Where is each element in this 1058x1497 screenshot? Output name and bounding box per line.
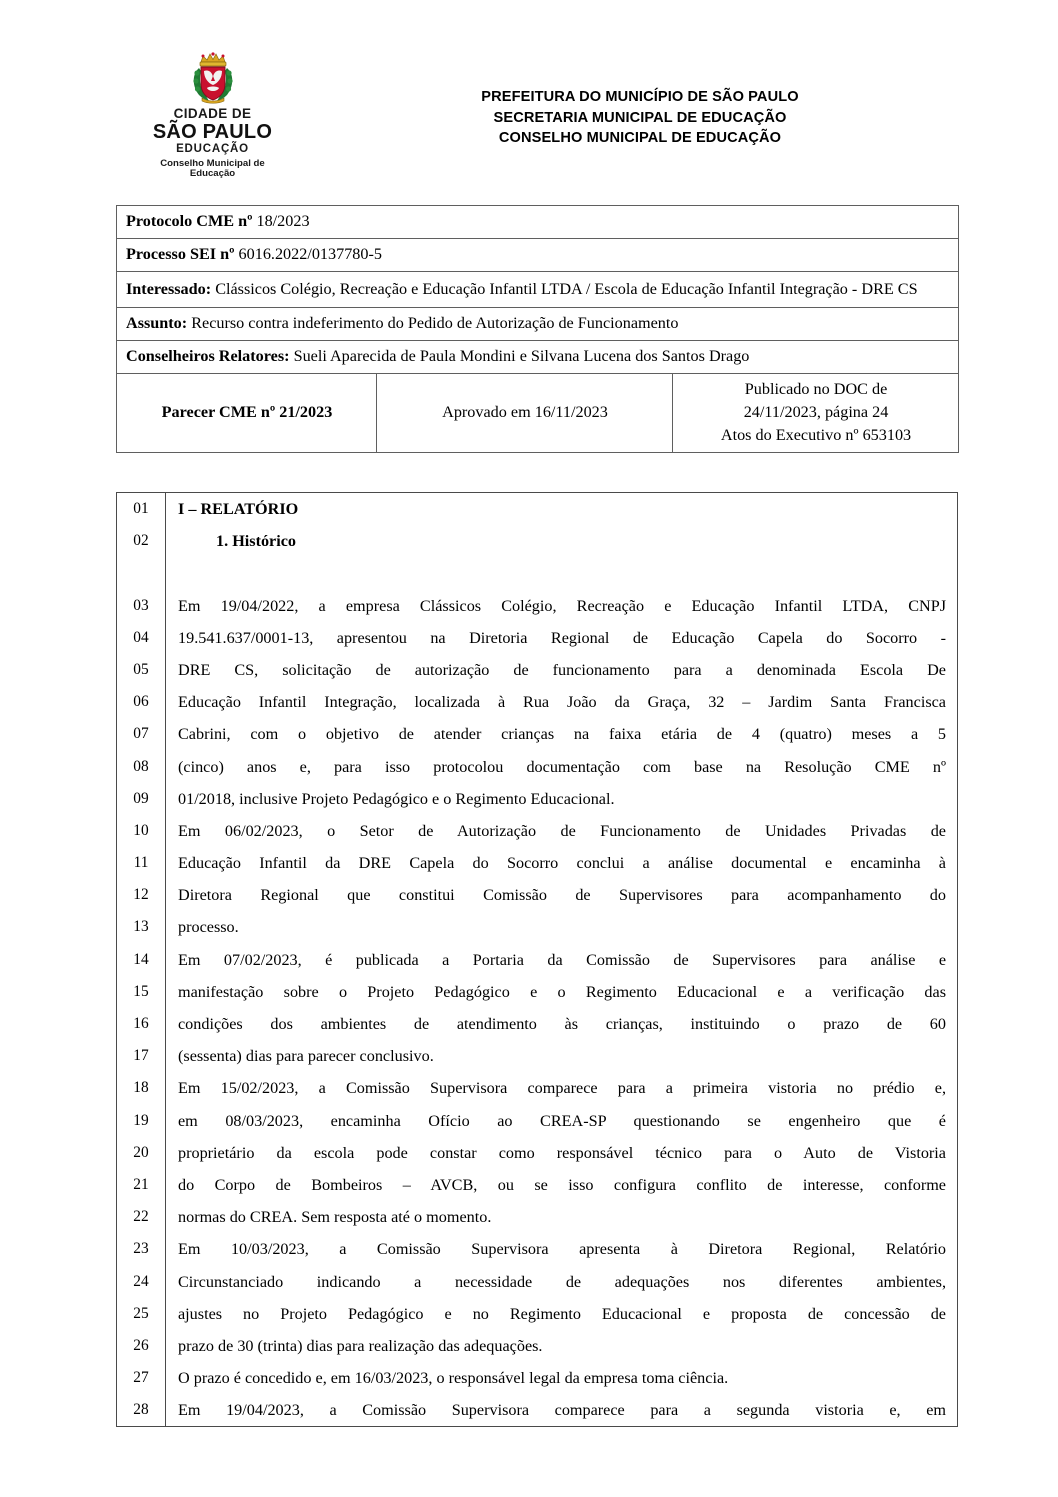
header-title-line-3: CONSELHO MUNICIPAL DE EDUCAÇÃO <box>498 130 782 147</box>
line-number: 21 <box>133 1175 149 1193</box>
line-number: 13 <box>133 918 149 936</box>
body-line: prazo de 30 (trinta) dias para realização das adequações. <box>178 1336 543 1355</box>
line-number: 01 <box>133 500 149 517</box>
body-line: O prazo é concedido e, em 16/03/2023, o responsável legal da empresa toma ciência. <box>178 1369 729 1388</box>
line-number: 03 <box>133 596 149 614</box>
logo-line-educacao: EDUCAÇÃO <box>176 142 249 155</box>
line-number: 18 <box>133 1079 149 1097</box>
line-number: 15 <box>133 982 149 1000</box>
line-number: 17 <box>133 1047 149 1065</box>
cell-processo <box>117 239 959 272</box>
value-relatores: Sueli Aparecida de Paula Mondini e Silvana Lucena dos Santos Drago <box>293 347 750 365</box>
value-assunto: Recurso contra indeferimento do Pedido de Autorização de Funcionamento <box>191 314 679 332</box>
body-line: do Corpo de Bombeiros – AVCB, ou se isso configura conflito de interesse, conforme <box>178 1175 946 1194</box>
doc-line-2: 24/11/2023, página 24 <box>743 403 889 421</box>
line-number: 09 <box>133 789 149 807</box>
line-number-gutter <box>116 492 166 1427</box>
header-title-line-2: SECRETARIA MUNICIPAL DE EDUCAÇÃO <box>493 109 787 126</box>
line-number: 28 <box>133 1401 149 1419</box>
line-number: 25 <box>133 1304 149 1322</box>
line-number: 10 <box>133 821 149 839</box>
table-row-protocolo <box>117 206 959 239</box>
brasao-sao-paulo-icon <box>190 52 236 104</box>
table-row-processo <box>117 239 959 272</box>
cell-publicado-doc <box>673 374 959 453</box>
line-number: 19 <box>133 1111 149 1129</box>
body-line: manifestação sobre o Projeto Pedagógico e o Regimento Educacional e a verificação das <box>178 982 946 1001</box>
line-number: 07 <box>133 725 149 743</box>
line-number: 05 <box>133 660 149 678</box>
line-number: 23 <box>133 1240 149 1258</box>
body-line: Em 06/02/2023, o Setor de Autorização de Funcionamento de Unidades Privadas de <box>178 821 946 840</box>
table-row-interessado <box>117 272 959 308</box>
sme-logo <box>139 52 286 178</box>
body-line: condições dos ambientes de atendimento às crianças, instituindo o prazo de 60 <box>178 1015 946 1033</box>
body-line: Em 15/02/2023, a Comissão Supervisora comparece para a primeira vistoria no prédio e, <box>178 1079 946 1098</box>
metadata-table <box>116 205 959 453</box>
table-row-relatores <box>117 341 959 374</box>
value-processo: 6016.2022/0137780-5 <box>238 245 382 263</box>
value-interessado: Clássicos Colégio, Recreação e Educação Infantil LTDA / Escola de Educação Infantil Integração - DRE CS <box>215 280 918 298</box>
header-titles <box>300 87 980 149</box>
body-line: ajustes no Projeto Pedagógico e no Regimento Educacional e proposta de concessão de <box>178 1304 946 1323</box>
line-number: 04 <box>133 628 149 646</box>
label-processo: Processo SEI nº <box>126 245 235 263</box>
body-line: Cabrini, com o objetivo de atender crianças na faixa etária de 4 (quatro) meses a 5 <box>178 725 946 744</box>
line-number: 02 <box>133 532 149 550</box>
line-number: 26 <box>133 1336 149 1354</box>
line-number: 27 <box>133 1369 149 1387</box>
label-assunto: Assunto: <box>126 314 188 332</box>
body-line: (cinco) anos e, para isso protocolou documentação com base na Resolução CME nº <box>178 757 946 776</box>
body-line: DRE CS, solicitação de autorização de funcionamento para a denominada Escola De <box>178 660 946 679</box>
cell-aprovado-em: Aprovado em 16/11/2023 <box>377 374 673 453</box>
body-line <box>178 557 946 589</box>
cell-interessado <box>117 272 959 308</box>
line-number: 14 <box>133 950 149 968</box>
body-line: Em 10/03/2023, a Comissão Supervisora apresenta à Diretora Regional, Relatório <box>178 1240 946 1259</box>
body-line: Diretora Regional que constitui Comissão de Supervisores para acompanhamento do <box>178 886 946 905</box>
cell-relatores <box>117 341 959 374</box>
logo-line-cidade: CIDADE DE <box>173 106 252 121</box>
logo-line-saopaulo: SÃO PAULO <box>152 120 273 143</box>
body-line: I – RELATÓRIO <box>178 500 299 518</box>
cell-assunto <box>117 308 959 341</box>
line-number: 12 <box>133 886 149 904</box>
body-line: Em 19/04/2022, a empresa Clássicos Colégio, Recreação e Educação Infantil LTDA, CNPJ <box>178 596 946 615</box>
body-line: normas do CREA. Sem resposta até o momento. <box>178 1208 492 1227</box>
label-protocolo: Protocolo CME nº <box>126 212 253 230</box>
value-protocolo: 18/2023 <box>256 212 310 230</box>
numbered-body <box>116 492 958 1427</box>
cell-protocolo <box>117 206 959 239</box>
label-relatores: Conselheiros Relatores: <box>126 347 290 365</box>
body-line: 1. Histórico <box>216 532 297 551</box>
document-header <box>0 52 1058 179</box>
body-line: Em 19/04/2023, a Comissão Supervisora comparece para a segunda vistoria e, em <box>178 1401 946 1420</box>
line-number: 06 <box>133 693 149 711</box>
body-line: 01/2018, inclusive Projeto Pedagógico e o Regimento Educacional. <box>178 789 615 808</box>
logo-line-conselho: Conselho Municipal de Educação <box>160 158 265 179</box>
body-line: 19.541.637/0001-13, apresentou na Diretoria Regional de Educação Capela do Socorro - <box>178 628 946 647</box>
line-number: 24 <box>133 1272 149 1290</box>
table-row-assunto <box>117 308 959 341</box>
label-interessado: Interessado: <box>126 280 212 298</box>
table-row-parecer <box>117 374 959 453</box>
line-number: 22 <box>133 1208 149 1226</box>
body-line: processo. <box>178 918 239 937</box>
body-line: Educação Infantil Integração, localizada à Rua João da Graça, 32 – Jardim Santa Francisca <box>178 693 946 712</box>
line-number: 16 <box>133 1015 149 1032</box>
body-line: Circunstanciado indicando a necessidade de adequações nos diferentes ambientes, <box>178 1272 946 1291</box>
line-number: 20 <box>133 1143 149 1161</box>
line-number: 11 <box>133 854 149 872</box>
doc-line-3: Atos do Executivo nº 653103 <box>720 426 912 444</box>
line-number <box>117 557 165 589</box>
body-line: Em 07/02/2023, é publicada a Portaria da Comissão de Supervisores para análise e <box>178 950 946 969</box>
body-line: proprietário da escola pode constar como responsável técnico para o Auto de Vistoria <box>178 1143 946 1162</box>
body-line: (sessenta) dias para parecer conclusivo. <box>178 1047 434 1066</box>
body-line: em 08/03/2023, encaminha Ofício ao CREA-SP questionando se engenheiro que é <box>178 1111 946 1130</box>
line-number: 08 <box>133 757 149 775</box>
body-line: Educação Infantil da DRE Capela do Socorro conclui a análise documental e encaminha à <box>178 854 946 873</box>
body-text-column <box>166 492 958 1427</box>
header-title-line-1: PREFEITURA DO MUNICÍPIO DE SÃO PAULO <box>481 89 799 105</box>
doc-line-1: Publicado no DOC de <box>744 380 888 398</box>
cell-parecer-numero: Parecer CME nº 21/2023 <box>117 374 377 453</box>
